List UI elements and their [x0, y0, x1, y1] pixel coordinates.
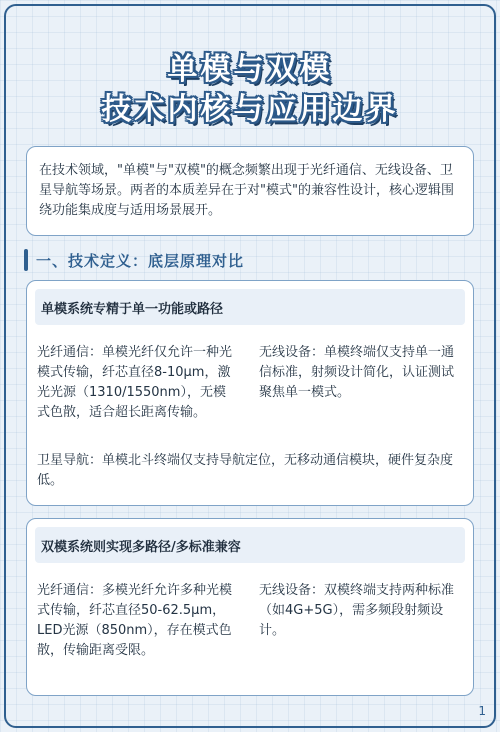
section-accent-bar [24, 249, 28, 271]
single-mode-wireless-text: 无线设备：单模终端仅支持单一通信标准，射频设计简化，认证测试聚焦单一模式。 [259, 345, 455, 400]
title-line-2: 技术内核与应用边界 [101, 92, 399, 127]
page-number: 1 [478, 704, 486, 718]
single-mode-card [26, 280, 474, 506]
single-mode-fiber-text: 光纤通信：单模光纤仅允许一种光模式传输，纤芯直径8-10μm，激光光源（1310/1550nm），无模式色散，适合超长距离传输。 [37, 345, 233, 420]
dual-mode-wireless-text: 无线设备：双模终端支持两种标准（如4G+5G），需多频段射频设计。 [259, 583, 455, 638]
dual-mode-fiber-text: 光纤通信：多模光纤允许多种光模式传输，纤芯直径50-62.5μm，LED光源（850nm），存在模式色散，传输距离受限。 [37, 583, 233, 658]
title-line-1: 单模与双模 [167, 52, 333, 87]
dual-mode-title: 双模系统则实现多路径/多标准兼容 [35, 527, 465, 563]
intro-card [26, 146, 474, 236]
section-heading-text: 一、技术定义：底层原理对比 [36, 251, 245, 270]
single-mode-title: 单模系统专精于单一功能或路径 [35, 289, 465, 325]
section-heading [24, 248, 244, 272]
dual-mode-card [26, 518, 474, 696]
page-title [0, 50, 500, 130]
single-mode-satellite-text: 卫星导航：单模北斗终端仅支持导航定位，无移动通信模块，硬件复杂度低。 [37, 453, 454, 488]
intro-text: 在技术领域，"单模"与"双模"的概念频繁出现于光纤通信、无线设备、卫星导航等场景。两者的本质差异在于对"模式"的兼容性设计，核心逻辑围绕功能集成度与适用场景展开。 [39, 163, 454, 218]
